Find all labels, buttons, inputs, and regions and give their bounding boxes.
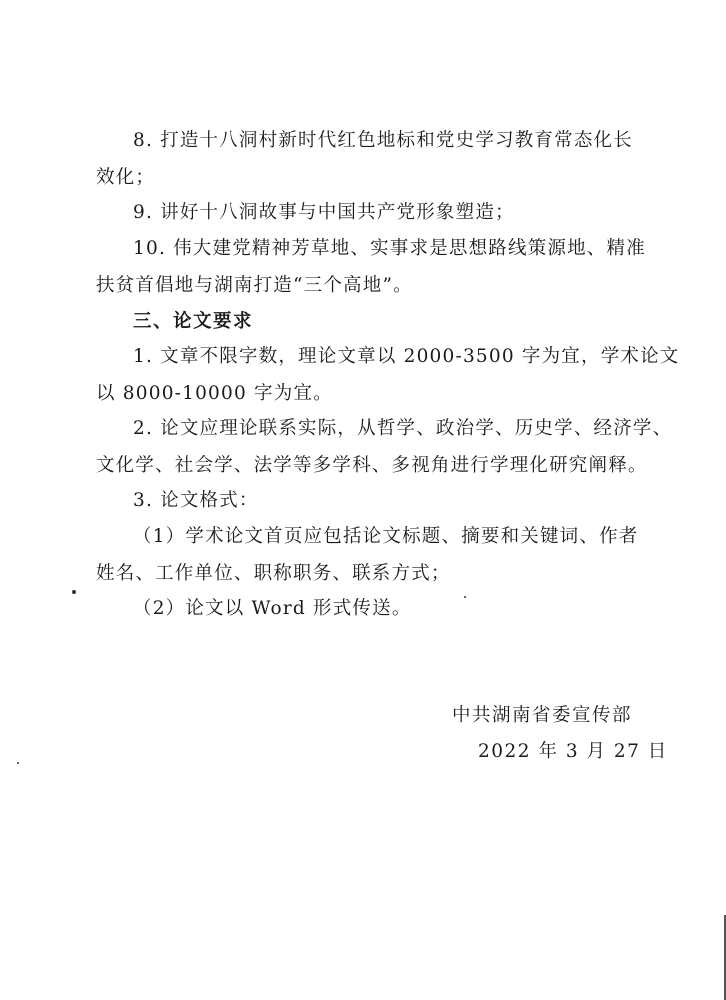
section-3-heading: 三、论文要求	[133, 311, 254, 332]
signature-organization: 中共湖南省委宣传部	[452, 705, 633, 726]
signature-date: 2022 年 3 月 27 日	[478, 741, 668, 762]
item-10-line-2: 扶贫首倡地与湖南打造“三个高地”。	[96, 275, 413, 296]
item-8-line-1: 8. 打造十八洞村新时代红色地标和党史学习教育常态化长	[133, 130, 633, 151]
item-10-line-1: 10. 伟大建党精神芳草地、实事求是思想路线策源地、精准	[133, 238, 646, 259]
requirement-2-line-2: 文化学、社会学、法学等多学科、多视角进行学理化研究阐释。	[96, 455, 648, 476]
requirement-1-line-1: 1. 文章不限字数，理论文章以 2000-3500 字为宜，学术论文	[133, 346, 680, 367]
item-9: 9. 讲好十八洞故事与中国共产党形象塑造；	[133, 202, 515, 223]
requirement-3: 3. 论文格式：	[133, 490, 259, 511]
requirement-1-line-2: 以 8000-10000 字为宜。	[96, 383, 333, 404]
requirement-2-line-1: 2. 论文应理论联系实际，从哲学、政治学、历史学、经济学、	[133, 418, 673, 439]
requirement-3a-line-2: 姓名、工作单位、职称职务、联系方式；	[96, 563, 451, 584]
scan-speck	[464, 596, 466, 598]
item-8-line-2: 效化；	[96, 167, 156, 188]
requirement-3b: （2）论文以 Word 形式传送。	[133, 598, 412, 619]
requirement-3a-line-1: （1）学术论文首页应包括论文标题、摘要和关键词、作者	[133, 526, 639, 547]
scan-speck	[72, 590, 76, 594]
scan-speck	[17, 762, 19, 764]
